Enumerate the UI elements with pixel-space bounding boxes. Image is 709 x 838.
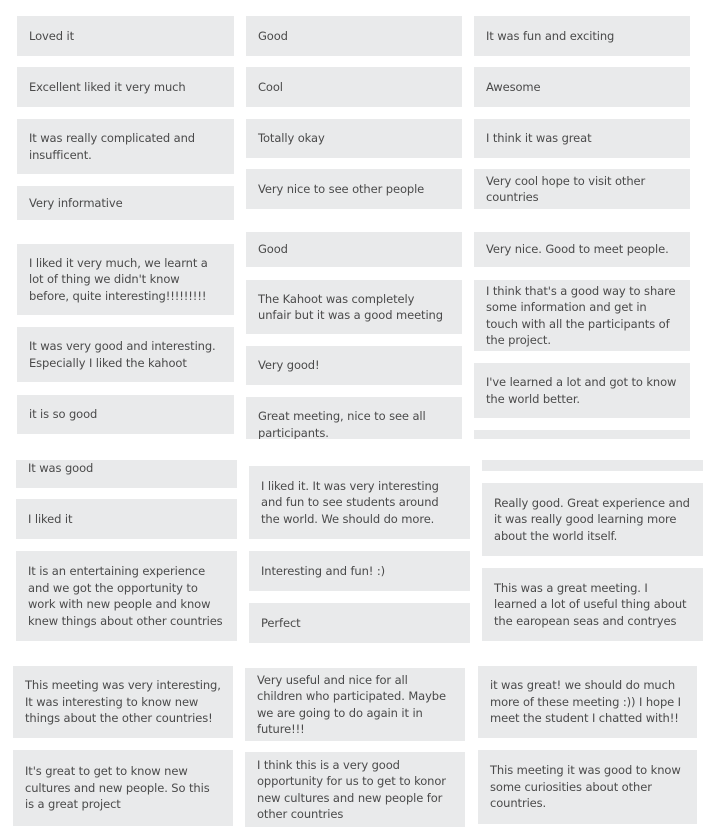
sticky-note bbox=[17, 67, 234, 107]
note-text: Cool bbox=[258, 79, 283, 94]
note-text: Very nice. Good to meet people. bbox=[486, 242, 669, 257]
sticky-note bbox=[17, 244, 234, 315]
note-text: I think this is a very good opportunity for us to get to konor new cultures and new people for other countries bbox=[257, 757, 446, 821]
sticky-note bbox=[17, 395, 234, 434]
sticky-note bbox=[474, 363, 690, 418]
sticky-note bbox=[13, 666, 233, 738]
sticky-note bbox=[245, 752, 465, 827]
sticky-note bbox=[474, 232, 690, 267]
note-text: It is an entertaining experience and we got the opportunity to work with new people and know knew things about other countries bbox=[28, 564, 223, 628]
note-text: Interesting and fun! :) bbox=[261, 563, 385, 578]
sticky-note bbox=[17, 327, 234, 382]
sticky-note bbox=[474, 67, 690, 107]
note-text: it is so good bbox=[29, 407, 98, 422]
note-text: Really good. Great experience and it was really good learning more about the world itself. bbox=[494, 495, 690, 543]
sticky-note bbox=[17, 186, 234, 220]
sticky-note bbox=[474, 16, 690, 56]
note-text: Awesome bbox=[486, 79, 541, 94]
sticky-note bbox=[246, 232, 462, 267]
note-text: It was fun and exciting bbox=[486, 28, 615, 43]
note-text: I liked it. It was very interesting and fun to see students around the world. We should do more. bbox=[261, 478, 439, 526]
note-text: Good bbox=[258, 242, 288, 257]
sticky-note bbox=[13, 750, 233, 826]
note-text: This meeting it was good to know some curiosities about other countries. bbox=[490, 763, 681, 811]
note-text: Very good! bbox=[258, 358, 320, 373]
note-text: Great meeting, nice to see all participants. bbox=[258, 409, 426, 439]
sticky-note bbox=[474, 169, 690, 209]
note-text: Very informative bbox=[29, 195, 123, 210]
sticky-note bbox=[246, 16, 462, 56]
sticky-note bbox=[16, 551, 237, 641]
note-text: It's great to get to know new cultures and new people. So this is a great project bbox=[25, 764, 210, 812]
sticky-note bbox=[246, 397, 462, 439]
sticky-note bbox=[249, 551, 470, 591]
note-text: Totally okay bbox=[258, 131, 325, 146]
note-text: Excellent liked it very much bbox=[29, 79, 186, 94]
note-text: Very cool hope to visit other countries bbox=[486, 173, 646, 204]
note-text: Very nice to see other people bbox=[258, 181, 425, 196]
note-text: I think that's a good way to share some information and get in touch with all the participants of the project. bbox=[486, 283, 676, 347]
note-text: This meeting was very interesting, It was interesting to know new things about the other countries! bbox=[25, 678, 221, 726]
note-text: The Kahoot was completely unfair but it was a good meeting bbox=[258, 291, 443, 322]
note-text: Perfect bbox=[261, 615, 301, 630]
sticky-note bbox=[16, 460, 237, 488]
note-text: Loved it bbox=[29, 28, 74, 43]
sticky-note bbox=[249, 466, 470, 539]
note-text: It was good bbox=[28, 461, 94, 475]
sticky-note bbox=[474, 119, 690, 158]
sticky-note bbox=[246, 119, 462, 158]
note-text: This was a great meeting. I learned a lot of useful thing about the earopean seas and contryes bbox=[494, 580, 687, 628]
note-text: I liked it bbox=[28, 511, 73, 526]
sticky-note bbox=[478, 750, 697, 824]
sticky-note bbox=[16, 499, 237, 539]
sticky-note bbox=[246, 67, 462, 107]
note-text: I think it was great bbox=[486, 131, 592, 146]
note-text: It was really complicated and insufficent. bbox=[29, 131, 196, 162]
sticky-note bbox=[478, 666, 697, 738]
note-text: Very useful and nice for all children who participated. Maybe we are going to do again it in future!!! bbox=[257, 672, 446, 736]
sticky-note bbox=[474, 430, 690, 439]
sticky-note bbox=[482, 460, 703, 471]
sticky-note bbox=[17, 119, 234, 174]
sticky-note bbox=[246, 169, 462, 209]
note-text: it was great! we should do much more of these meeting :)) I hope I meet the student I chatted with!! bbox=[490, 678, 681, 726]
note-text: It was very good and interesting. Especially I liked the kahoot bbox=[29, 339, 216, 370]
sticky-note bbox=[482, 483, 703, 556]
sticky-note bbox=[246, 280, 462, 334]
sticky-note bbox=[245, 668, 465, 741]
sticky-note bbox=[17, 16, 234, 56]
sticky-note bbox=[474, 280, 690, 351]
note-text: I've learned a lot and got to know the world better. bbox=[486, 375, 677, 406]
sticky-note bbox=[482, 568, 703, 641]
sticky-note bbox=[246, 346, 462, 385]
note-text: I liked it very much, we learnt a lot of thing we didn't know before, quite interesting!!!!!!!!! bbox=[29, 255, 208, 303]
sticky-note bbox=[249, 603, 470, 643]
note-text: Good bbox=[258, 28, 288, 43]
